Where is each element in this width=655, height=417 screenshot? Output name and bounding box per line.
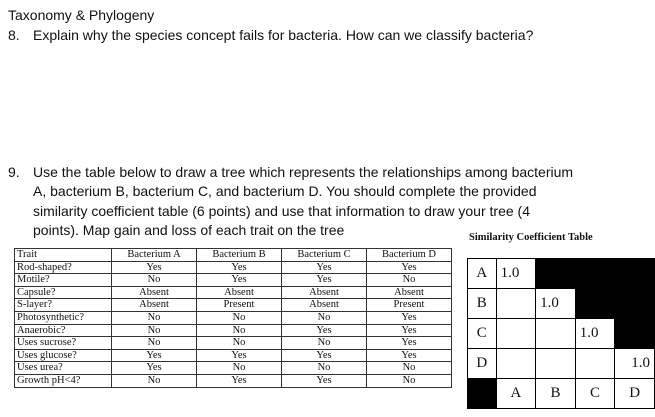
trait-value-cell: Yes bbox=[112, 349, 197, 362]
trait-row bbox=[15, 374, 452, 387]
header-bacterium-c: Bacterium C bbox=[282, 249, 367, 262]
similarity-coefficient-table bbox=[467, 258, 655, 409]
question-8-number: 8. bbox=[8, 27, 20, 43]
trait-value-cell: No bbox=[197, 362, 282, 375]
trait-row bbox=[15, 261, 452, 274]
trait-value-cell: Yes bbox=[282, 274, 367, 287]
trait-value-cell: No bbox=[367, 374, 452, 387]
trait-name-cell: Uses glucose? bbox=[15, 349, 112, 362]
trait-name-cell: Growth pH<4? bbox=[15, 374, 112, 387]
trait-value-cell: Yes bbox=[282, 261, 367, 274]
trait-value-cell: Present bbox=[367, 299, 452, 312]
similarity-column-labels bbox=[468, 379, 655, 409]
similarity-row-b bbox=[468, 289, 655, 319]
trait-value-cell: Yes bbox=[367, 349, 452, 362]
trait-value-cell: Yes bbox=[197, 274, 282, 287]
cell-a-b bbox=[536, 259, 576, 289]
trait-name-cell: Uses urea? bbox=[15, 362, 112, 375]
header-bacterium-a: Bacterium A bbox=[112, 249, 197, 262]
header-bacterium-b: Bacterium B bbox=[197, 249, 282, 262]
trait-row bbox=[15, 349, 452, 362]
trait-value-cell: No bbox=[282, 311, 367, 324]
trait-value-cell: Yes bbox=[367, 337, 452, 350]
trait-value-cell: Present bbox=[197, 299, 282, 312]
trait-value-cell: Yes bbox=[197, 374, 282, 387]
trait-name-cell: Uses sucrose? bbox=[15, 337, 112, 350]
question-9-number: 9. bbox=[8, 164, 20, 180]
trait-value-cell: No bbox=[197, 311, 282, 324]
trait-value-cell: No bbox=[197, 324, 282, 337]
trait-value-cell: Absent bbox=[367, 286, 452, 299]
corner-cell bbox=[468, 379, 497, 409]
cell-b-d bbox=[615, 289, 655, 319]
similarity-row-c bbox=[468, 319, 655, 349]
cell-c-a[interactable] bbox=[496, 319, 536, 349]
cell-a-a: 1.0 bbox=[496, 259, 536, 289]
similarity-row-d bbox=[468, 349, 655, 379]
cell-d-d: 1.0 bbox=[615, 349, 655, 379]
row-label-b: B bbox=[468, 289, 497, 319]
trait-name-cell: Anaerobic? bbox=[15, 324, 112, 337]
cell-c-b[interactable] bbox=[536, 319, 576, 349]
trait-value-cell: Yes bbox=[197, 349, 282, 362]
question-9-line-3: similarity coefficient table (6 points) and use that information to draw your tree (4 bbox=[33, 203, 530, 219]
similarity-row-a bbox=[468, 259, 655, 289]
cell-d-c[interactable] bbox=[575, 349, 615, 379]
trait-value-cell: No bbox=[112, 324, 197, 337]
question-8-text: Explain why the species concept fails for bacteria. How can we classify bacteria? bbox=[33, 27, 534, 43]
trait-value-cell: Absent bbox=[282, 286, 367, 299]
trait-value-cell: No bbox=[282, 337, 367, 350]
trait-value-cell: No bbox=[197, 337, 282, 350]
row-label-c: C bbox=[468, 319, 497, 349]
cell-a-d bbox=[615, 259, 655, 289]
trait-name-cell: Rod-shaped? bbox=[15, 261, 112, 274]
row-label-d: D bbox=[468, 349, 497, 379]
trait-row bbox=[15, 324, 452, 337]
question-9-line-1: Use the table below to draw a tree which represents the relationships among bacterium bbox=[33, 164, 574, 180]
trait-value-cell: No bbox=[282, 362, 367, 375]
col-label-a: A bbox=[496, 379, 536, 409]
trait-row bbox=[15, 337, 452, 350]
cell-b-a[interactable] bbox=[496, 289, 536, 319]
cell-a-c bbox=[575, 259, 615, 289]
question-9-line-2: A, bacterium B, bacterium C, and bacterium D. You should complete the provided bbox=[33, 183, 537, 199]
trait-value-cell: No bbox=[367, 362, 452, 375]
trait-value-cell: Yes bbox=[197, 261, 282, 274]
col-label-d: D bbox=[615, 379, 655, 409]
trait-value-cell: Yes bbox=[112, 362, 197, 375]
cell-b-b: 1.0 bbox=[536, 289, 576, 319]
header-trait: Trait bbox=[15, 249, 112, 262]
trait-value-cell: Yes bbox=[367, 324, 452, 337]
col-label-b: B bbox=[536, 379, 576, 409]
trait-table bbox=[14, 248, 452, 388]
trait-value-cell: Absent bbox=[282, 299, 367, 312]
trait-row bbox=[15, 299, 452, 312]
trait-name-cell: Photosynthetic? bbox=[15, 311, 112, 324]
trait-name-cell: S-layer? bbox=[15, 299, 112, 312]
trait-table-header-row bbox=[15, 249, 452, 262]
trait-value-cell: No bbox=[112, 337, 197, 350]
trait-value-cell: Absent bbox=[112, 286, 197, 299]
cell-c-c: 1.0 bbox=[575, 319, 615, 349]
trait-value-cell: No bbox=[112, 274, 197, 287]
trait-value-cell: No bbox=[112, 374, 197, 387]
cell-d-a[interactable] bbox=[496, 349, 536, 379]
question-9-line-4: points). Map gain and loss of each trait on the tree bbox=[33, 222, 345, 238]
cell-c-d bbox=[615, 319, 655, 349]
cell-b-c bbox=[575, 289, 615, 319]
trait-row bbox=[15, 311, 452, 324]
trait-value-cell: No bbox=[367, 274, 452, 287]
col-label-c: C bbox=[575, 379, 615, 409]
cell-d-b[interactable] bbox=[536, 349, 576, 379]
page-title: Taxonomy & Phylogeny bbox=[8, 7, 155, 23]
trait-value-cell: Absent bbox=[197, 286, 282, 299]
trait-value-cell: Yes bbox=[367, 311, 452, 324]
trait-name-cell: Motile? bbox=[15, 274, 112, 287]
trait-value-cell: Yes bbox=[112, 261, 197, 274]
trait-value-cell: Absent bbox=[112, 299, 197, 312]
trait-value-cell: Yes bbox=[282, 349, 367, 362]
trait-value-cell: Yes bbox=[282, 324, 367, 337]
trait-value-cell: Yes bbox=[282, 374, 367, 387]
similarity-table-title: Similarity Coefficient Table bbox=[469, 232, 593, 243]
trait-value-cell: Yes bbox=[367, 261, 452, 274]
row-label-a: A bbox=[468, 259, 497, 289]
question-8 bbox=[8, 27, 533, 43]
trait-name-cell: Capsule? bbox=[15, 286, 112, 299]
header-bacterium-d: Bacterium D bbox=[367, 249, 452, 262]
trait-row bbox=[15, 274, 452, 287]
trait-row bbox=[15, 362, 452, 375]
trait-row bbox=[15, 286, 452, 299]
trait-value-cell: No bbox=[112, 311, 197, 324]
